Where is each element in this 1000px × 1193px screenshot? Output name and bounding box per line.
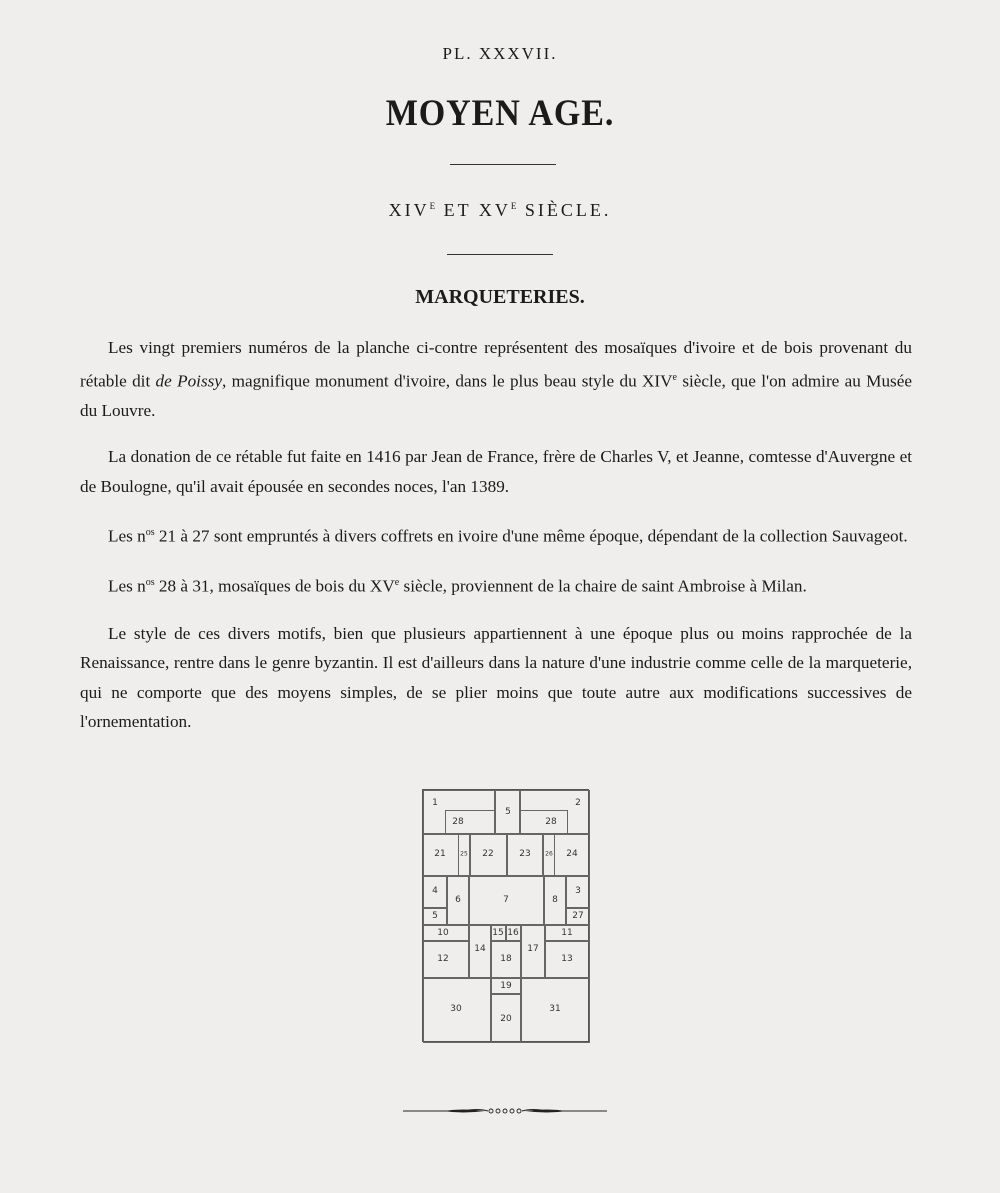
diagram-cell [520,810,568,834]
diagram-label: 5 [432,911,438,921]
tailpiece-ornament [403,1104,607,1118]
page-title: MOYEN AGE. [385,93,615,134]
diagram-label: 6 [455,895,461,905]
diagram-label: 26 [545,850,553,858]
diagram-label: 8 [552,895,558,905]
diagram-label: 23 [519,849,531,859]
paragraph-3: Les $n^{os}$ 21 à 27 sont empruntés à divers coffrets en ivoire d'une même époque, dépendant de la collection Sauvageot. [108,526,908,546]
diagram-label: 25 [460,850,468,858]
diagram-label: 2 [575,798,581,808]
paragraph-2: La donation de ce rétable fut faite en 1416 par Jean de France, frère de Charles V, et Jeanne, comtesse d'Auvergne et de Boulogne, qu'il avait épousée en secondes noces, l'an 1389. [80,447,912,496]
diagram-label: 16 [507,928,519,938]
diagram-label: 3 [575,886,581,896]
diagram-label: 15 [492,928,504,938]
divider-bottom [447,254,553,255]
paragraph-1: Les vingt premiers numéros de la planche ci-contre représentent des mosaïques d'ivoire et de bois provenant du rétable dit de Poissy, magnifique monument d'ivoire, dans le plus beau style du XIVe siècle, que l'on admire au Musée du Louvre. [80,338,912,420]
section-heading: MARQUETERIES. [415,286,585,308]
diagram-label: 18 [500,954,512,964]
period-subtitle: $XIV^E$ ET $XV^E$ SIÈCLE. [388,200,612,220]
diagram-label: 1 [432,798,438,808]
diagram-label: 31 [549,1004,561,1014]
diagram-label: 21 [434,849,446,859]
paragraph-4: Les $n^{os}$ 28 à 31, mosaïques de bois du XVe siècle, proviennent de la chaire de saint Ambroise à Milan. [108,577,807,597]
diagram-label: 27 [572,911,584,921]
divider-top [450,164,556,165]
diagram-label: 13 [561,954,573,964]
diagram-label: 7 [503,895,509,905]
plate-number: PL. XXXVII. [442,44,558,63]
diagram-label: 17 [527,944,539,954]
diagram-label: 28 [545,817,557,827]
diagram-label: 20 [500,1014,512,1024]
plate-layout-diagram [422,789,589,1042]
description-text [80,333,912,754]
diagram-label: 4 [432,886,438,896]
diagram-label: 19 [500,981,512,991]
diagram-label: 10 [437,928,449,938]
paragraph-5: Le style de ces divers motifs, bien que plusieurs appartiennent à une époque plus ou moins rapprochée de la Renaissance, rentre dans le genre byzantin. Il est d'ailleurs dans la nature d'une industrie comme celle de la marqueterie, qui ne comporte que des moyens simples, de se plier moins que toute autre aux modifications successives de l'ornementation. [80,623,912,732]
diagram-label: 14 [474,944,486,954]
diagram-label: 5 [505,807,511,817]
diagram-label: 30 [450,1004,462,1014]
diagram-label: 12 [437,954,449,964]
diagram-label: 28 [452,817,464,827]
diagram-label: 22 [482,849,494,859]
diagram-label: 24 [566,849,578,859]
diagram-label: 11 [561,928,573,938]
